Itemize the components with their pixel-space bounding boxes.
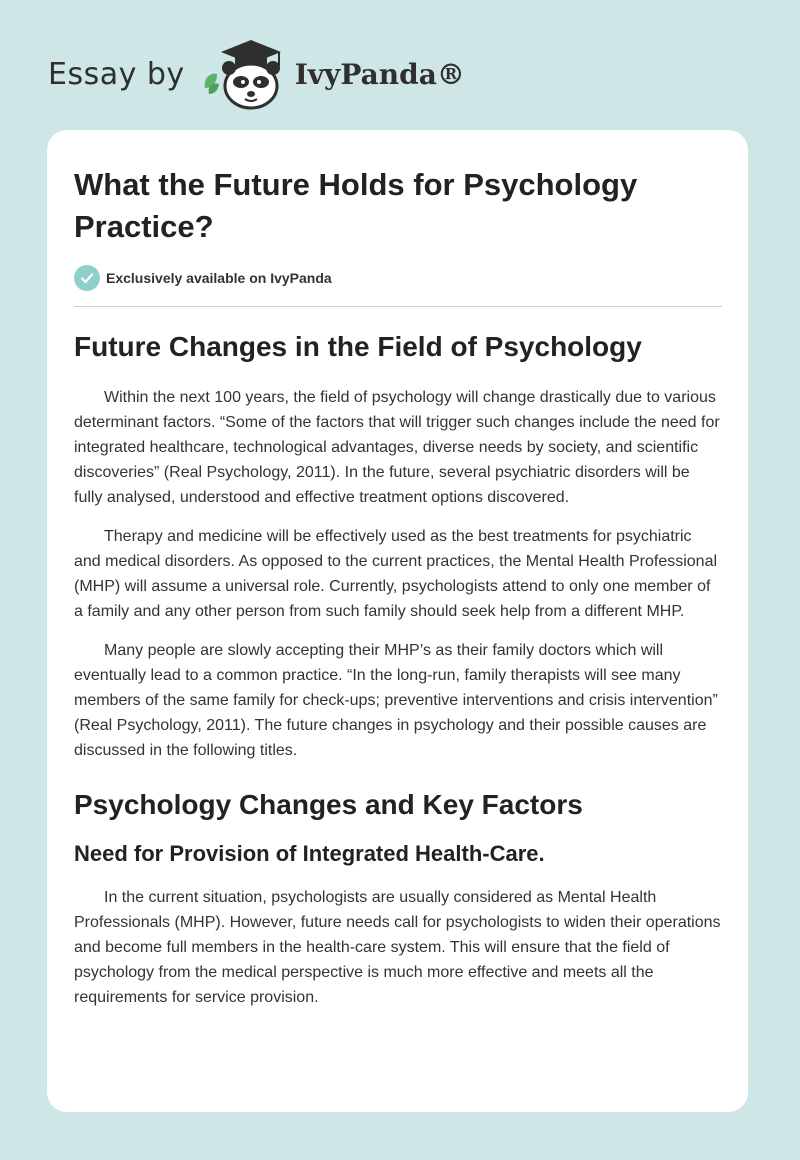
site-header xyxy=(48,34,465,114)
section-heading-future-changes: Future Changes in the Field of Psychology xyxy=(74,331,642,362)
brand-name[interactable]: IvyPanda® xyxy=(294,57,465,91)
page-title: What the Future Holds for Psychology Practice? xyxy=(74,167,638,244)
essay-card xyxy=(47,130,748,1112)
section-heading-key-factors: Psychology Changes and Key Factors xyxy=(74,789,583,820)
exclusive-badge xyxy=(74,264,722,292)
paragraph: Within the next 100 years, the field of psychology will change drastically due to various determinant factors. “Some of the factors that will trigger such changes include the need for integrated healthcare, technological advantages, diverse needs by society, and scientific discoveries” (Real Psychology, 2011). In the future, several psychiatric disorders will be fully analysed, understood and effective treatment options discovered. xyxy=(74,389,720,506)
paragraph: In the current situation, psychologists are usually considered as Mental Health Professionals (MHP). However, future needs call for psychologists to widen their operations and become full members in the health-care system. This will ensure that the field of psychology from the medical perspective is much more effective and meets all the requirements for service provision. xyxy=(74,889,721,1006)
panda-logo-icon[interactable] xyxy=(199,36,291,112)
divider xyxy=(74,306,722,307)
paragraph: Many people are slowly accepting their MHP’s as their family doctors which will eventually lead to a common practice. “In the long-run, family therapists will see many members of the same family for check-ups; preventive interventions and crisis intervention” (Real Psychology, 2011). The future changes in psychology and their possible causes are discussed in the following titles. xyxy=(74,642,718,759)
essay-by-label: Essay by xyxy=(48,56,185,92)
badge-label: Exclusively available on IvyPanda xyxy=(106,270,332,286)
check-icon xyxy=(74,265,100,291)
subheading-integrated-healthcare: Need for Provision of Integrated Health-Care. xyxy=(74,841,545,866)
paragraph: Therapy and medicine will be effectively used as the best treatments for psychiatric and medical disorders. As opposed to the current practices, the Mental Health Professional (MHP) will assume a universal role. Currently, psychologists attend to only one member of a family and any other person from such family should seek help from a different MHP. xyxy=(74,528,718,620)
